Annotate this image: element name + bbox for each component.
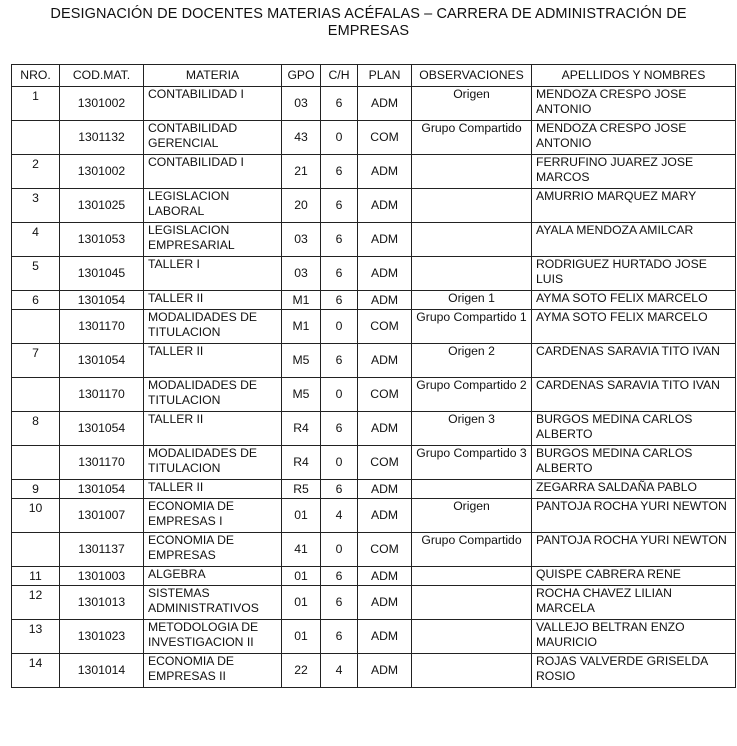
cell-gpo: M1 (282, 291, 321, 310)
cell-cod-mat: 1301002 (60, 87, 144, 121)
cell-plan: COM (358, 446, 412, 480)
cell-observaciones (412, 223, 532, 257)
table-row (12, 344, 736, 378)
cell-observaciones: Origen 3 (412, 412, 532, 446)
cell-ch: 6 (321, 223, 358, 257)
cell-materia: ECONOMIA DE EMPRESAS II (144, 654, 282, 688)
cell-nro: 10 (12, 499, 60, 533)
table-row (12, 412, 736, 446)
cell-plan: ADM (358, 155, 412, 189)
cell-ch: 6 (321, 620, 358, 654)
cell-gpo: M5 (282, 344, 321, 378)
cell-cod-mat: 1301025 (60, 189, 144, 223)
cell-plan: COM (358, 310, 412, 344)
cell-nro (12, 378, 60, 412)
cell-apellidos-nombres: AYMA SOTO FELIX MARCELO (532, 310, 736, 344)
cell-apellidos-nombres: MENDOZA CRESPO JOSE ANTONIO (532, 87, 736, 121)
cell-plan: ADM (358, 412, 412, 446)
cell-apellidos-nombres: PANTOJA ROCHA YURI NEWTON (532, 533, 736, 567)
cell-materia: MODALIDADES DE TITULACION (144, 378, 282, 412)
cell-ch: 6 (321, 344, 358, 378)
cell-apellidos-nombres: ROCHA CHAVEZ LILIAN MARCELA (532, 586, 736, 620)
cell-observaciones (412, 257, 532, 291)
cell-gpo: 20 (282, 189, 321, 223)
cell-nro: 2 (12, 155, 60, 189)
cell-ch: 0 (321, 121, 358, 155)
cell-apellidos-nombres: RODRIGUEZ HURTADO JOSE LUIS (532, 257, 736, 291)
cell-gpo: M1 (282, 310, 321, 344)
cell-cod-mat: 1301023 (60, 620, 144, 654)
table-row (12, 87, 736, 121)
cell-ch: 6 (321, 189, 358, 223)
cell-ch: 0 (321, 446, 358, 480)
cell-observaciones (412, 155, 532, 189)
cell-materia: SISTEMAS ADMINISTRATIVOS (144, 586, 282, 620)
cell-nro: 3 (12, 189, 60, 223)
cell-cod-mat: 1301054 (60, 480, 144, 499)
cell-cod-mat: 1301137 (60, 533, 144, 567)
cell-plan: COM (358, 533, 412, 567)
cell-gpo: 43 (282, 121, 321, 155)
cell-gpo: 03 (282, 257, 321, 291)
cell-cod-mat: 1301003 (60, 567, 144, 586)
table-body (12, 87, 736, 688)
cell-materia: TALLER II (144, 480, 282, 499)
header-observaciones: OBSERVACIONES (412, 65, 532, 87)
cell-observaciones (412, 620, 532, 654)
cell-ch: 0 (321, 310, 358, 344)
table-row (12, 155, 736, 189)
cell-apellidos-nombres: ROJAS VALVERDE GRISELDA ROSIO (532, 654, 736, 688)
cell-nro: 9 (12, 480, 60, 499)
cell-ch: 0 (321, 378, 358, 412)
cell-ch: 6 (321, 155, 358, 189)
cell-gpo: R4 (282, 412, 321, 446)
cell-ch: 6 (321, 257, 358, 291)
cell-materia: CONTABILIDAD I (144, 155, 282, 189)
cell-nro: 1 (12, 87, 60, 121)
cell-nro (12, 446, 60, 480)
cell-gpo: 22 (282, 654, 321, 688)
cell-ch: 6 (321, 567, 358, 586)
cell-nro: 4 (12, 223, 60, 257)
cell-cod-mat: 1301013 (60, 586, 144, 620)
table-row (12, 291, 736, 310)
cell-observaciones: Grupo Compartido (412, 533, 532, 567)
cell-cod-mat: 1301002 (60, 155, 144, 189)
header-ch: C/H (321, 65, 358, 87)
table-row (12, 223, 736, 257)
table-row (12, 310, 736, 344)
cell-nro: 11 (12, 567, 60, 586)
cell-ch: 6 (321, 586, 358, 620)
cell-gpo: R4 (282, 446, 321, 480)
cell-nro (12, 121, 60, 155)
cell-cod-mat: 1301045 (60, 257, 144, 291)
cell-plan: ADM (358, 344, 412, 378)
cell-observaciones: Grupo Compartido (412, 121, 532, 155)
cell-materia: ALGEBRA (144, 567, 282, 586)
cell-materia: LEGISLACION LABORAL (144, 189, 282, 223)
cell-nro: 13 (12, 620, 60, 654)
cell-materia: TALLER II (144, 344, 282, 378)
designation-table (11, 64, 736, 688)
cell-apellidos-nombres: QUISPE CABRERA RENE (532, 567, 736, 586)
table-row (12, 446, 736, 480)
title-line-2: EMPRESAS (327, 23, 410, 39)
cell-ch: 4 (321, 654, 358, 688)
cell-observaciones: Origen 1 (412, 291, 532, 310)
cell-apellidos-nombres: BURGOS MEDINA CARLOS ALBERTO (532, 446, 736, 480)
cell-materia: ECONOMIA DE EMPRESAS (144, 533, 282, 567)
cell-apellidos-nombres: CARDENAS SARAVIA TITO IVAN (532, 344, 736, 378)
table-row (12, 654, 736, 688)
cell-cod-mat: 1301053 (60, 223, 144, 257)
cell-observaciones: Grupo Compartido 3 (412, 446, 532, 480)
cell-cod-mat: 1301054 (60, 291, 144, 310)
table-row (12, 620, 736, 654)
cell-observaciones: Grupo Compartido 2 (412, 378, 532, 412)
cell-cod-mat: 1301170 (60, 378, 144, 412)
header-gpo: GPO (282, 65, 321, 87)
cell-plan: ADM (358, 620, 412, 654)
cell-materia: TALLER II (144, 291, 282, 310)
cell-gpo: M5 (282, 378, 321, 412)
table-row (12, 257, 736, 291)
cell-plan: ADM (358, 586, 412, 620)
cell-cod-mat: 1301054 (60, 412, 144, 446)
cell-apellidos-nombres: ZEGARRA SALDAÑA PABLO (532, 480, 736, 499)
cell-plan: COM (358, 121, 412, 155)
cell-materia: MODALIDADES DE TITULACION (144, 446, 282, 480)
cell-materia: TALLER II (144, 412, 282, 446)
cell-gpo: 01 (282, 499, 321, 533)
table-row (12, 189, 736, 223)
table-row (12, 378, 736, 412)
cell-gpo: 21 (282, 155, 321, 189)
cell-materia: CONTABILIDAD I (144, 87, 282, 121)
cell-nro: 12 (12, 586, 60, 620)
cell-plan: ADM (358, 87, 412, 121)
cell-ch: 6 (321, 87, 358, 121)
cell-nro: 6 (12, 291, 60, 310)
cell-gpo: 01 (282, 586, 321, 620)
cell-observaciones: Origen (412, 499, 532, 533)
table-row (12, 480, 736, 499)
cell-observaciones (412, 654, 532, 688)
cell-nro: 14 (12, 654, 60, 688)
cell-nro (12, 310, 60, 344)
cell-apellidos-nombres: BURGOS MEDINA CARLOS ALBERTO (532, 412, 736, 446)
header-apellidos-nombres: APELLIDOS Y NOMBRES (532, 65, 736, 87)
title-line-1: DESIGNACIÓN DE DOCENTES MATERIAS ACÉFALAS – CARRERA DE ADMINISTRACIÓN DE (50, 6, 687, 22)
cell-apellidos-nombres: FERRUFINO JUAREZ JOSE MARCOS (532, 155, 736, 189)
cell-nro: 8 (12, 412, 60, 446)
cell-gpo: 41 (282, 533, 321, 567)
cell-materia: LEGISLACION EMPRESARIAL (144, 223, 282, 257)
table-row (12, 499, 736, 533)
cell-observaciones (412, 189, 532, 223)
cell-apellidos-nombres: PANTOJA ROCHA YURI NEWTON (532, 499, 736, 533)
cell-apellidos-nombres: AYALA MENDOZA AMILCAR (532, 223, 736, 257)
cell-apellidos-nombres: AYMA SOTO FELIX MARCELO (532, 291, 736, 310)
header-plan: PLAN (358, 65, 412, 87)
cell-observaciones: Origen 2 (412, 344, 532, 378)
cell-nro: 7 (12, 344, 60, 378)
cell-observaciones: Grupo Compartido 1 (412, 310, 532, 344)
cell-gpo: 01 (282, 620, 321, 654)
cell-cod-mat: 1301014 (60, 654, 144, 688)
cell-apellidos-nombres: MENDOZA CRESPO JOSE ANTONIO (532, 121, 736, 155)
cell-apellidos-nombres: VALLEJO BELTRAN ENZO MAURICIO (532, 620, 736, 654)
cell-apellidos-nombres: CARDENAS SARAVIA TITO IVAN (532, 378, 736, 412)
cell-ch: 6 (321, 480, 358, 499)
table-row (12, 121, 736, 155)
cell-cod-mat: 1301170 (60, 446, 144, 480)
cell-materia: TALLER I (144, 257, 282, 291)
cell-plan: COM (358, 378, 412, 412)
table-row (12, 567, 736, 586)
document-title (0, 6, 737, 40)
cell-nro: 5 (12, 257, 60, 291)
cell-observaciones: Origen (412, 87, 532, 121)
cell-apellidos-nombres: AMURRIO MARQUEZ MARY (532, 189, 736, 223)
cell-observaciones (412, 586, 532, 620)
cell-plan: ADM (358, 567, 412, 586)
header-materia: MATERIA (144, 65, 282, 87)
cell-gpo: 03 (282, 223, 321, 257)
table-header-row (12, 65, 736, 87)
table-row (12, 586, 736, 620)
cell-materia: METODOLOGIA DE INVESTIGACION II (144, 620, 282, 654)
cell-ch: 6 (321, 291, 358, 310)
cell-observaciones (412, 480, 532, 499)
cell-nro (12, 533, 60, 567)
cell-cod-mat: 1301007 (60, 499, 144, 533)
cell-observaciones (412, 567, 532, 586)
cell-plan: ADM (358, 654, 412, 688)
cell-materia: MODALIDADES DE TITULACION (144, 310, 282, 344)
cell-plan: ADM (358, 223, 412, 257)
cell-plan: ADM (358, 499, 412, 533)
cell-gpo: R5 (282, 480, 321, 499)
cell-ch: 4 (321, 499, 358, 533)
cell-materia: CONTABILIDAD GERENCIAL (144, 121, 282, 155)
cell-plan: ADM (358, 257, 412, 291)
header-nro: NRO. (12, 65, 60, 87)
cell-cod-mat: 1301054 (60, 344, 144, 378)
cell-gpo: 01 (282, 567, 321, 586)
cell-cod-mat: 1301132 (60, 121, 144, 155)
table-row (12, 533, 736, 567)
cell-plan: ADM (358, 189, 412, 223)
cell-gpo: 03 (282, 87, 321, 121)
cell-plan: ADM (358, 480, 412, 499)
cell-plan: ADM (358, 291, 412, 310)
header-cod-mat: COD.MAT. (60, 65, 144, 87)
cell-materia: ECONOMIA DE EMPRESAS I (144, 499, 282, 533)
cell-ch: 0 (321, 533, 358, 567)
cell-cod-mat: 1301170 (60, 310, 144, 344)
cell-ch: 6 (321, 412, 358, 446)
